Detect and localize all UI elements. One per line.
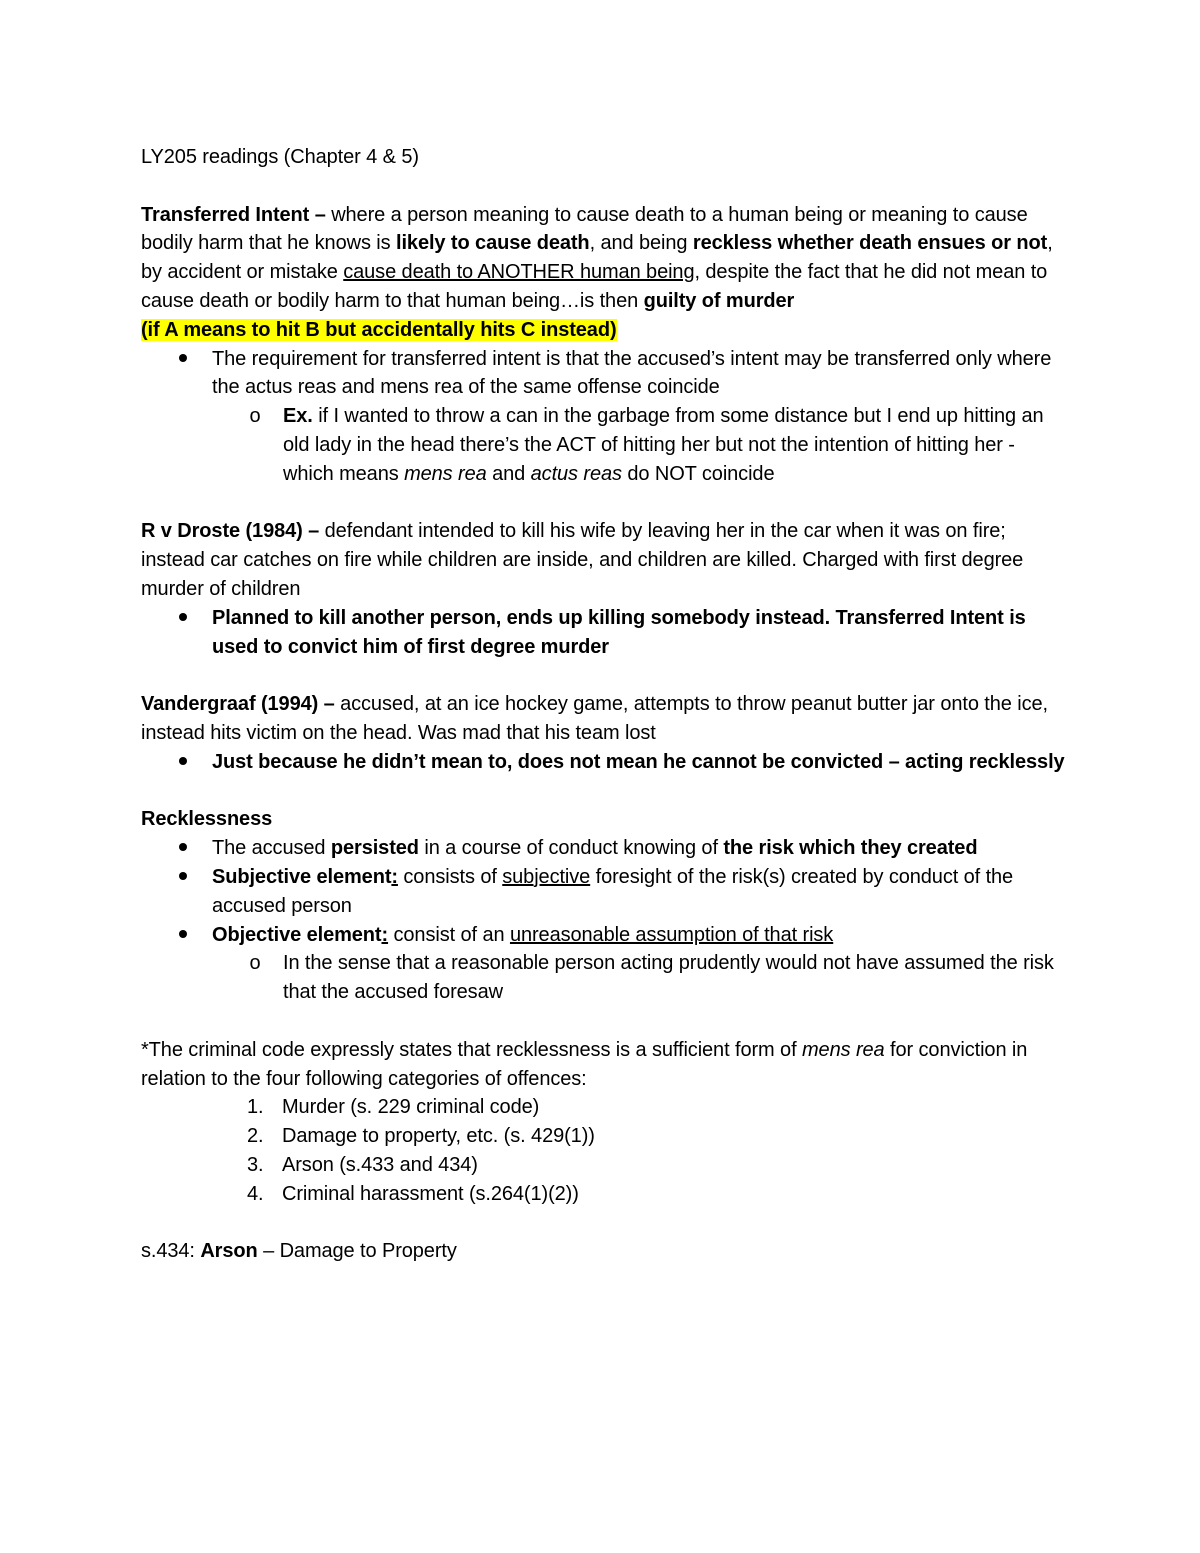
text-run: accused, at an ice hockey game, attempts to throw peanut butter jar onto the ice, instead hits victim on the head. Was mad that his team lost [141,693,1048,744]
bullet-item [141,604,1066,662]
text-run: if I wanted to throw a can in the garbage from some distance but I end up hitting an old lady in the head there’s the ACT of hitting her but not the intention of hitting her - which means [283,405,1044,485]
text-run: for conviction in relation to the four following categories of offences: [141,1038,1028,1090]
item-number: 2. [247,1125,264,1148]
sub-bullet-item [141,949,1066,1007]
bullet-icon [173,345,193,374]
heading-text: Recklessness [141,808,273,831]
underlined-run: cause death to ANOTHER human being [343,261,695,284]
bold-run: Arson [200,1240,258,1263]
bullet-icon [173,863,193,892]
bullet-text: Planned to kill another person, ends up killing somebody instead. Transferred Intent is used to convict him of first degree murder [212,606,1026,658]
text-run: consist of an [388,923,510,946]
italic-run: mens rea [404,462,487,485]
underlined-run: subjective [502,865,591,888]
text-run: where a person meaning to cause death to a human being or meaning to cause bodily harm that he knows is [141,203,1028,255]
text-run: in a course of conduct knowing of [418,837,724,860]
bullet-text: The requirement for transferred intent is that the accused’s intent may be transferred only where the actus reas and mens rea of the same offense coincide [212,347,1052,399]
item-number: 1. [247,1096,264,1119]
spacer [141,661,1066,690]
item-number: 4. [247,1182,264,1205]
text-run: – Damage to Property [257,1240,457,1263]
term-transferred-intent: Transferred Intent [141,203,310,226]
s434-heading [141,1237,1066,1266]
bullet-icon [173,834,193,863]
vandergraaf-paragraph [141,690,1066,748]
bullet-text [212,924,833,946]
bullet-icon [173,604,193,633]
bold-run: the risk which they created [723,837,978,860]
numbered-item [141,1093,1066,1122]
text-run: do NOT coincide [621,462,775,485]
numbered-item [141,1180,1066,1209]
circle-bullet-icon: o [249,405,261,428]
bullet-item [141,345,1066,403]
document-title: LY205 readings (Chapter 4 & 5) [141,146,419,168]
bold-run: Objective element [212,923,382,946]
bold-run: likely to cause death [396,232,590,255]
bullet-item [141,863,1066,921]
underlined-colon: : [381,923,389,946]
text-run: defendant intended to kill his wife by leaving her in the car when it was on fire; instead car catches on fire while children are inside, and children are killed. Charged with first degree murder of children [141,520,1024,600]
spacer [141,489,1066,518]
spacer [141,777,1066,806]
bullet-icon [173,748,193,777]
sub-bullet-text: In the sense that a reasonable person acting prudently would not have assumed the risk that the accused foresaw [283,952,1054,1004]
italic-run: actus reas [530,462,622,485]
highlight-text: (if A means to hit B but accidentally hits C instead) [141,318,617,341]
spacer [141,1208,1066,1237]
dash: – [309,203,332,226]
case-name: Vandergraaf (1994) – [141,693,335,716]
underlined-run: unreasonable assumption of that risk [509,923,834,946]
text-run: *The criminal code expressly states that recklessness is a sufficient form of [141,1038,802,1061]
numbered-item [141,1122,1066,1151]
case-name: R v Droste (1984) – [141,520,320,543]
bullet-text: Just because he didn’t mean to, does not mean he cannot be convicted – acting recklessly [212,750,1065,773]
item-text: Damage to property, etc. (s. 429(1)) [282,1125,595,1148]
item-text: Murder (s. 229 criminal code) [282,1096,540,1119]
droste-paragraph [141,517,1066,603]
circle-bullet-icon: o [249,952,261,975]
text-run: The accused [212,837,331,860]
numbered-item [141,1151,1066,1180]
text-run: and [486,462,531,485]
bullet-icon [173,921,193,950]
text-run: consists of [397,865,503,888]
sub-bullet-item [141,402,1066,488]
recklessness-heading [141,805,1066,834]
highlighted-example [141,316,1066,345]
text-run: s.434: [141,1240,201,1263]
spacer [141,172,1066,201]
text-run: , and being [589,232,693,255]
bold-run: guilty of murder [643,289,795,312]
bold-run: reckless whether death ensues or not [692,232,1048,255]
document-body [141,143,1066,1266]
bullet-item [141,748,1066,777]
bold-run: Subjective element [212,865,392,888]
bold-run: Ex. [283,405,313,428]
bullet-item [141,834,1066,863]
criminal-code-paragraph [141,1036,1066,1094]
italic-run: mens rea [802,1038,885,1061]
underlined-colon: : [391,865,398,888]
sub-bullet-text [283,405,1044,485]
item-number: 3. [247,1153,264,1176]
spacer [141,1007,1066,1036]
item-text: Arson (s.433 and 434) [282,1153,478,1176]
bold-run: persisted [330,837,419,860]
bullet-text [212,837,977,859]
text-run: , by accident or mistake [141,232,1053,284]
item-text: Criminal harassment (s.264(1)(2)) [282,1182,579,1205]
bullet-item [141,921,1066,950]
text-run: foresight of the risk(s) created by conduct of the accused person [212,865,1014,917]
transferred-intent-paragraph [141,201,1066,316]
bullet-text [212,866,1013,917]
text-run: , despite the fact that he did not mean to cause death or bodily harm to that human being…is then [141,261,1048,312]
